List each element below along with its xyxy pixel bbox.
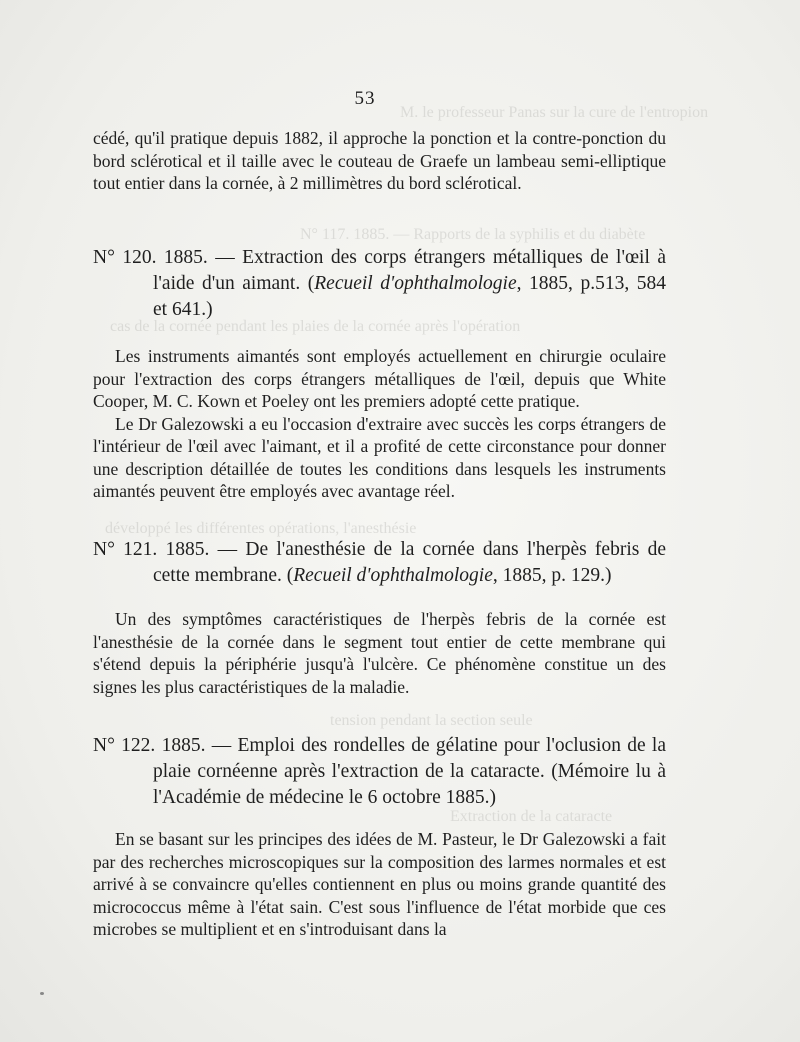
ink-speck [40, 992, 44, 995]
entry-121-body [93, 608, 666, 698]
bleed-through-text: M. le professeur Panas sur la cure de l'entropion [400, 104, 709, 121]
body-paragraph: Le Dr Galezowski a eu l'occasion d'extraire avec succès les corps étrangers de l'intérieur de l'œil avec l'aimant, et il a profité de cette circonstance pour donner une description détaillée de toutes les conditions dans lesquels les instruments aimantés peuvent être employés avec avantage réel. [93, 413, 666, 501]
body-paragraph: Un des symptômes caractéristiques de l'herpès febris de la cornée est l'anesthésie de la cornée dans le segment tout entier de cette membrane qui s'étend depuis la périphérie jusqu'à l'ulcère. Ce phénomène constitue un des signes les plus caractéristiques de la maladie. [93, 609, 666, 697]
entry-heading [93, 245, 666, 323]
entry-120-body [93, 345, 666, 503]
entry-heading-suffix: , 1885, p. 129.) [492, 565, 612, 586]
intro-paragraph: cédé, qu'il pratique depuis 1882, il approche la ponction et la contre-ponction du bord sclérotical et il taille avec le couteau de Graefe un lambeau semi-elliptique tout entier dans la cornée, à 2 millimètres du bord sclérotical. [93, 128, 666, 193]
entry-122-heading-block [93, 733, 666, 811]
entry-heading [93, 733, 666, 811]
entry-heading-prefix: N° 121. 1885. — De l'anesthésie de la cornée dans l'herpès febris de cette membrane. ( [93, 539, 666, 586]
page-number: 53 [354, 88, 376, 109]
entry-121-heading-block [93, 537, 666, 589]
entry-120-heading-block [93, 245, 666, 323]
intro-block [93, 127, 666, 195]
entry-heading-suffix: , 1885, p.513, 584 et 641.) [153, 273, 667, 320]
bleed-through-text: Extraction de la cataracte [450, 808, 613, 825]
bleed-through-text: cas de la cornée pendant les plaies de la cornée après l'opération [110, 318, 521, 335]
bleed-through-text: tension pendant la section seule [330, 712, 533, 729]
entry-heading-prefix: N° 122. 1885. — Emploi des rondelles de gélatine pour l'oclusion de la plaie cornéenne après l'extraction de la cataracte. (Mémoire lu à l'Académie de médecine le 6 octobre 1885.) [93, 735, 666, 808]
bleed-through-text: N° 117. 1885. — Rapports de la syphilis et du diabète [300, 226, 646, 243]
entry-heading [93, 537, 666, 589]
journal-title: Recueil d'ophthalmologie [293, 565, 493, 586]
body-paragraph: En se basant sur les principes des idées de M. Pasteur, le Dr Galezowski a fait par des recherches microscopiques sur la composition des larmes normales et est arrivé à se convaincre qu'elles contiennent en plus ou moins grande quantité des micrococcus même à l'état sain. C'est sous l'influence de l'état morbide que ces microbes se multiplient et en s'introduisant dans la [93, 829, 666, 939]
body-paragraph: Les instruments aimantés sont employés actuellement en chirurgie oculaire pour l'extraction des corps étrangers métalliques de l'œil, depuis que White Cooper, M. C. Kown et Poeley ont les premiers adopté cette pratique. [93, 346, 666, 411]
bleed-through-text: développé les différentes opérations, l'anesthésie [105, 520, 417, 537]
entry-122-body [93, 828, 666, 941]
entry-heading-prefix: N° 120. 1885. — Extraction des corps étrangers métalliques de l'œil à l'aide d'un aimant. ( [93, 247, 666, 294]
journal-title: Recueil d'ophthalmologie [314, 273, 517, 294]
